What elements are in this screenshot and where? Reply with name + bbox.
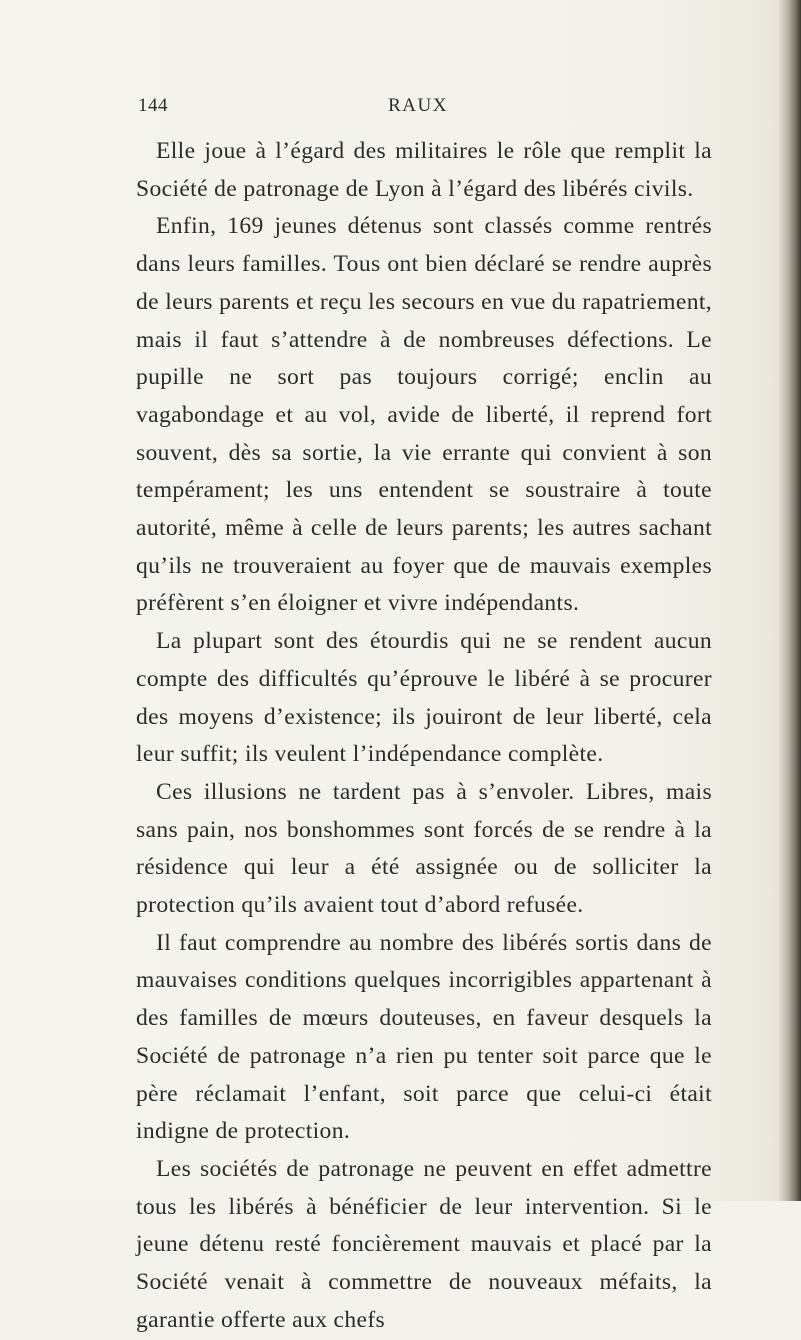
paragraph-3: La plupart sont des étourdis qui ne se rendent aucun compte des difficultés qu’éprouve le libéré à se procurer des moyens d’existence; ils jouiront de leur liberté, cela leur suffit; ils veulent l’indépendance complète.: [136, 628, 712, 768]
body-text: [136, 133, 712, 1340]
paragraph-2: Enfin, 169 jeunes détenus sont classés comme rentrés dans leurs familles. Tous ont bien déclaré se rendre auprès de leurs parents et reçu les secours en vue du rapatriement, mais il faut s’attendre à de nombreuses défections. Le pupille ne sort pas toujours corrigé; enclin au vagabondage et au vol, avide de liberté, il reprend fort souvent, dès sa sortie, la vie errante qui convient à son tempérament; les uns entendent se soustraire à toute autorité, même à celle de leurs parents; les autres sachant qu’ils ne trouveraient au foyer que de mauvais exemples préfèrent s’en éloigner et vivre indépendants.: [136, 213, 712, 617]
page-number: 144: [138, 95, 168, 116]
paragraph-6: Les sociétés de patronage ne peuvent en effet admettre tous les libérés à bénéficier de leur intervention. Si le jeune détenu resté foncièrement mauvais et placé par la Société venait à commettre de nouveaux méfaits, la garantie offerte aux chefs: [136, 1155, 712, 1333]
paragraph-1: Elle joue à l’égard des militaires le rôle que remplit la Société de patronage de Lyon à l’égard des libérés civils.: [136, 138, 712, 202]
paragraph-5: Il faut comprendre au nombre des libérés sortis dans de mauvaises conditions quelques incorrigibles appartenant à des familles de mœurs douteuses, en faveur desquels la Société de patronage n’a rien pu tenter soit parce que le père réclamait l’enfant, soit parce que celui-ci était indigne de protection.: [136, 929, 712, 1145]
running-head: RAUX: [388, 95, 448, 116]
page-header: [124, 95, 712, 121]
paragraph-4: Ces illusions ne tardent pas à s’envoler. Libres, mais sans pain, nos bonshommes sont forcés de se rendre à la résidence qui leur a été assignée ou de solliciter la protection qu’ils avaient tout d’abord refusée.: [136, 778, 712, 919]
page-binding-edge: [779, 0, 801, 1201]
